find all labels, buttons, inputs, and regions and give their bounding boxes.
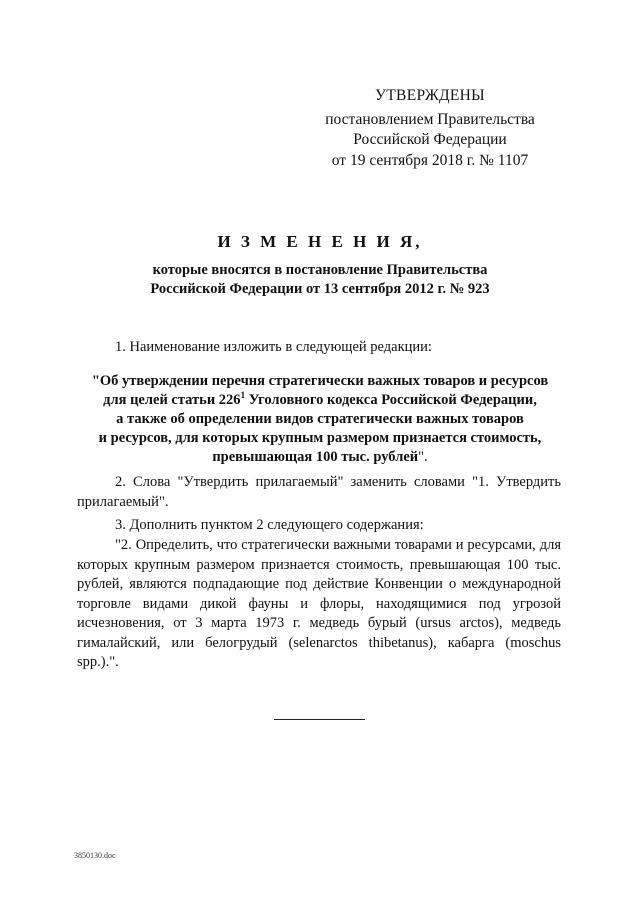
item-3-text: "2. Определить, что стратегически важными товарами и ресурсами, для которых крупным размером признается стоимость, превышающая 100 тыс. рублей, являются подпадающие под действие Конвенции о международной торговле видами дикой фауны и флоры, находящимися под угрозой исчезновения, от 3 марта 1973 г. медведь бурый (ursus arctos), медведь гималайский, или белогрудый (selenarctos thibetanus), кабарга (moschus spp.).". (77, 537, 561, 670)
approval-line-2: Российской Федерации (353, 131, 507, 148)
item-1: 1. Наименование изложить в следующей редакции: (115, 339, 432, 355)
subtitle-line-2: Российской Федерации от 13 сентября 2012 г. № 923 (150, 281, 490, 297)
footer-filename: 3850130.doc (74, 851, 116, 860)
quote-superscript: 1 (240, 390, 246, 401)
subtitle-line-1: которые вносятся в постановление Правительства (152, 262, 488, 278)
end-separator-line (274, 719, 365, 720)
item-3: 3. Дополнить пунктом 2 следующего содержания: (115, 517, 424, 533)
quote-line-3: а также об определении видов стратегически важных товаров (116, 411, 524, 427)
approval-line-1: постановлением Правительства (325, 110, 535, 128)
approval-block (300, 86, 560, 171)
approval-title: УТВЕРЖДЕНЫ (375, 87, 485, 104)
quote-line-5: превышающая 100 тыс. рублей (212, 449, 419, 465)
approval-line-3: от 19 сентября 2018 г. № 1107 (331, 151, 529, 169)
item-2: 2. Слова "Утвердить прилагаемый" заменить словами "1. Утвердить прилагаемый". (77, 474, 561, 510)
quote-line-4: и ресурсов, для которых крупным размером признается стоимость, (98, 430, 542, 446)
quote-line-5-tail: ". (418, 449, 428, 465)
document-title: И З М Е Н Е Н И Я, (217, 232, 423, 251)
quote-line-1: "Об утверждении перечня стратегически важных товаров и ресурсов (91, 373, 549, 389)
quote-line-2-post: Уголовного кодекса Российской Федерации, (245, 392, 537, 408)
new-title-quote (60, 372, 580, 467)
document-subtitle (60, 261, 580, 299)
quote-line-2-pre: для целей статьи 226 (103, 392, 241, 408)
